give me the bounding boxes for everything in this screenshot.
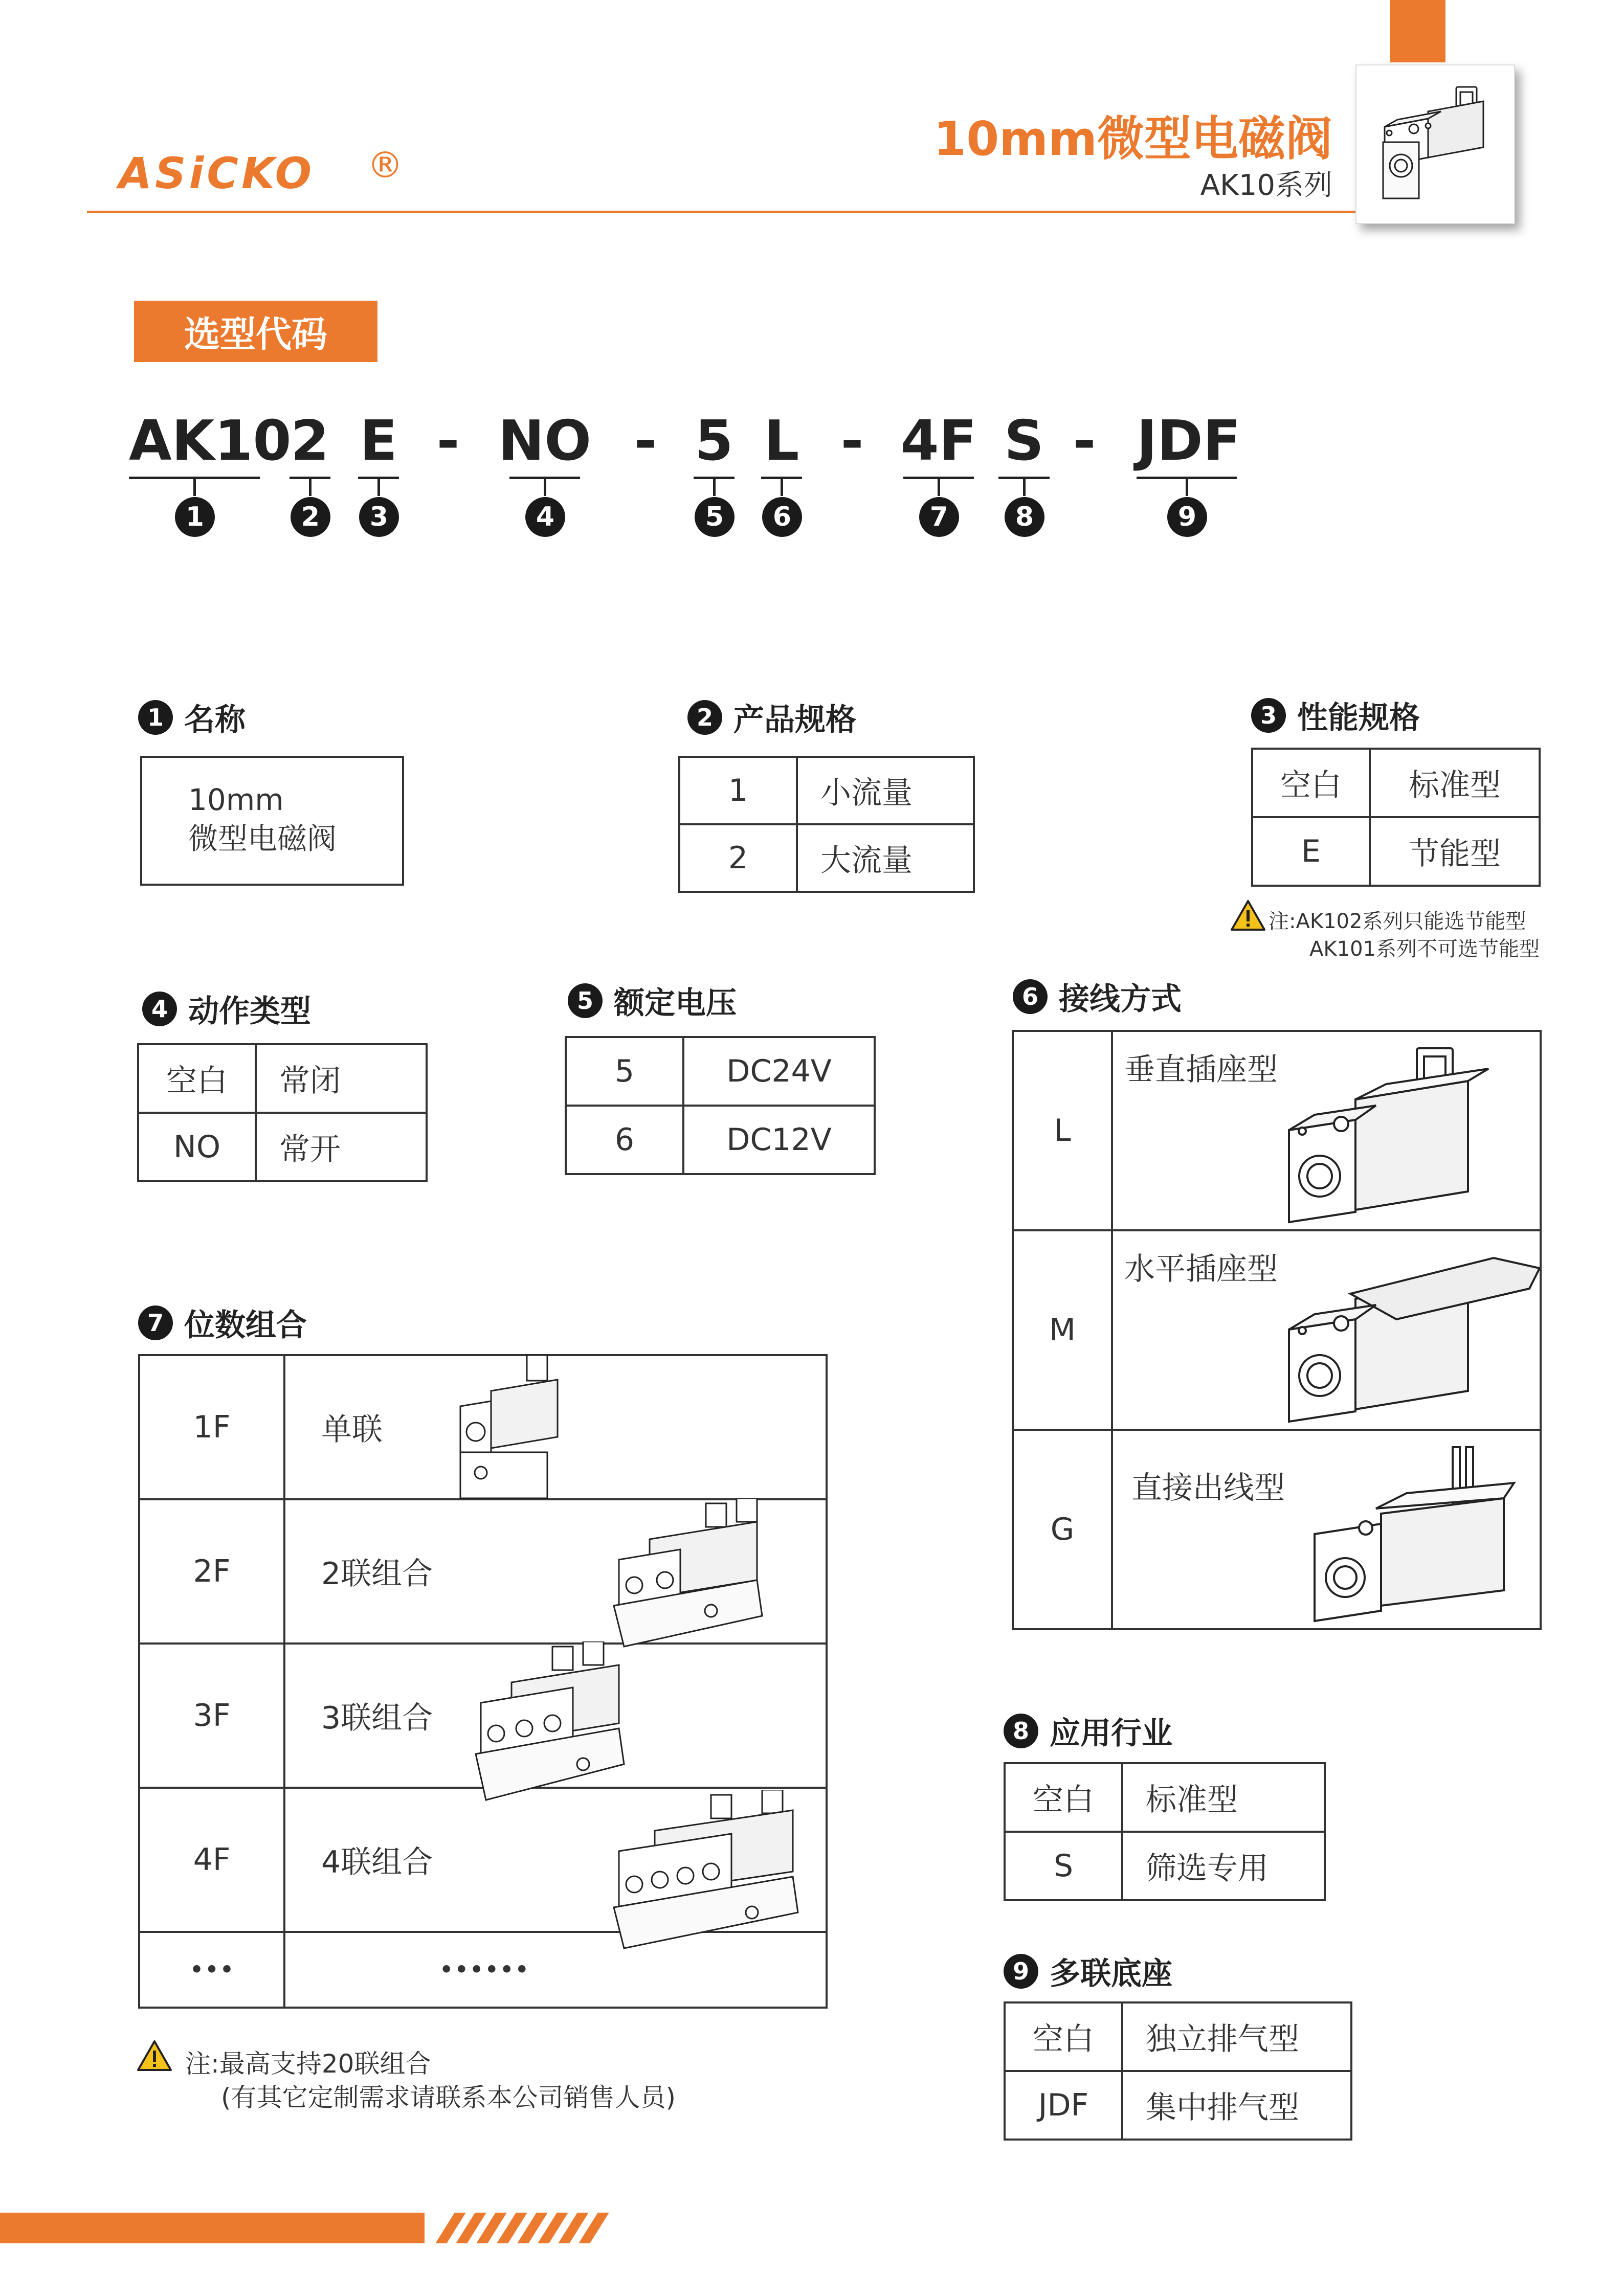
section-5-heading: 5 额定电压 <box>568 979 737 1023</box>
code-tick <box>713 477 716 496</box>
section-3-heading: 3 性能规格 <box>1251 693 1420 737</box>
table-row: 4F 4联组合 <box>139 1788 827 1932</box>
table-row: L 垂直插座型 <box>1013 1031 1541 1230</box>
name-line-2: 微型电磁阀 <box>188 821 337 856</box>
code-dash-2: - <box>634 409 657 473</box>
code-seg-6: L <box>764 409 799 473</box>
table-row: 空白 常闭 <box>138 1044 427 1113</box>
table-row: S 筛选专用 <box>1005 1832 1325 1900</box>
code-number-2: 2 <box>291 497 330 537</box>
warning-icon <box>136 2039 173 2072</box>
code-dash-1: - <box>436 409 460 473</box>
code-number-1: 1 <box>175 497 215 537</box>
table-performance-spec <box>1251 748 1541 887</box>
name-box <box>140 756 404 886</box>
code-seg-3: E <box>360 409 397 473</box>
code-tick <box>938 477 940 496</box>
table-row: 空白 独立排气型 <box>1005 2002 1351 2071</box>
section-8-heading: 8 应用行业 <box>1004 1709 1172 1753</box>
wiring-m-label: 水平插座型 <box>1124 1251 1278 1287</box>
code-dash-4: - <box>1073 409 1096 473</box>
code-number-5: 5 <box>695 497 735 537</box>
code-number-6: 6 <box>762 497 802 537</box>
code-tick <box>781 477 783 496</box>
table-application <box>1004 1762 1326 1901</box>
registered-mark: ® <box>367 144 403 186</box>
table-row: JDF 集中排气型 <box>1005 2071 1351 2140</box>
table-row: 1 小流量 <box>679 757 974 824</box>
code-number-8: 8 <box>1005 497 1044 537</box>
valve-illustration <box>471 1641 629 1805</box>
section-1-heading: 1 名称 <box>138 695 246 739</box>
table-row: G 直接出线型 <box>1013 1430 1541 1629</box>
header-divider <box>87 211 1355 213</box>
code-seg-2: 2 <box>291 409 329 473</box>
code-seg-7: 4F <box>900 409 977 473</box>
valve-illustration <box>1356 65 1514 223</box>
table-row: M 水平插座型 <box>1013 1230 1541 1430</box>
section-6-heading: 6 接线方式 <box>1013 975 1182 1019</box>
name-line-1: 10mm <box>188 782 284 817</box>
note-combo-1: 注:最高支持20联组合 <box>185 2049 431 2079</box>
code-seg-1: AK10 <box>129 409 292 473</box>
valve-illustration <box>609 1498 777 1652</box>
table-row: 6 DC12V <box>566 1106 875 1174</box>
page-subtitle: AK10系列 <box>1200 169 1332 202</box>
code-seg-4: NO <box>498 409 592 473</box>
code-tick <box>377 477 380 496</box>
note-combo-2: (有其它定制需求请联系本公司销售人员) <box>221 2083 676 2112</box>
table-row: ••• •••••• <box>139 1932 827 2008</box>
code-number-7: 7 <box>919 497 959 537</box>
section-7-heading: 7 位数组合 <box>138 1301 307 1345</box>
top-accent-strip <box>1390 0 1445 62</box>
table-action-type <box>137 1043 428 1182</box>
table-row: 2 大流量 <box>679 824 974 892</box>
code-tick <box>193 477 196 496</box>
brand-logo: ASiCKO <box>119 148 315 198</box>
code-tick <box>544 477 546 496</box>
table-product-spec <box>678 756 975 893</box>
code-number-4: 4 <box>525 497 565 537</box>
section-9-heading: 9 多联底座 <box>1004 1949 1172 1993</box>
table-row: 5 DC24V <box>566 1037 875 1106</box>
table-row: NO 常开 <box>138 1113 427 1181</box>
warning-icon <box>1230 899 1266 932</box>
page-title: 10mm微型电磁阀 <box>933 111 1332 166</box>
table-row: 空白 标准型 <box>1252 749 1540 817</box>
note-performance-2: AK101系列不可选节能型 <box>1309 937 1540 961</box>
wiring-l-label: 垂直插座型 <box>1124 1052 1278 1088</box>
code-seg-5: 5 <box>695 409 733 473</box>
code-dash-3: - <box>840 409 864 473</box>
code-tick <box>1186 477 1188 496</box>
table-manifold-base <box>1004 2001 1352 2141</box>
section-tag: 选型代码 <box>134 301 377 362</box>
code-number-3: 3 <box>359 497 399 537</box>
valve-illustration <box>1274 1237 1540 1432</box>
table-row: 2F 2联组合 <box>139 1499 827 1644</box>
code-tick <box>1023 477 1026 496</box>
table-row: 1F 单联 <box>139 1355 827 1499</box>
code-seg-9: JDF <box>1137 409 1241 473</box>
table-row: 3F 3联组合 <box>139 1644 827 1788</box>
table-row: E 节能型 <box>1252 817 1540 886</box>
valve-illustration <box>1299 1437 1540 1631</box>
table-row: 空白 标准型 <box>1005 1763 1325 1832</box>
note-performance-1: 注:AK102系列只能选节能型 <box>1269 910 1526 933</box>
section-2-heading: 2 产品规格 <box>687 695 856 739</box>
code-number-9: 9 <box>1167 497 1207 537</box>
footer-accent-bar <box>0 2213 425 2243</box>
code-seg-8: S <box>1004 409 1044 473</box>
valve-illustration <box>609 1790 803 1953</box>
product-thumbnail <box>1355 64 1515 224</box>
section-4-heading: 4 动作类型 <box>142 987 311 1031</box>
wiring-g-label: 直接出线型 <box>1131 1470 1285 1506</box>
table-rated-voltage <box>565 1036 876 1175</box>
valve-illustration <box>1274 1038 1540 1232</box>
code-tick <box>309 477 312 496</box>
valve-illustration <box>450 1350 583 1503</box>
